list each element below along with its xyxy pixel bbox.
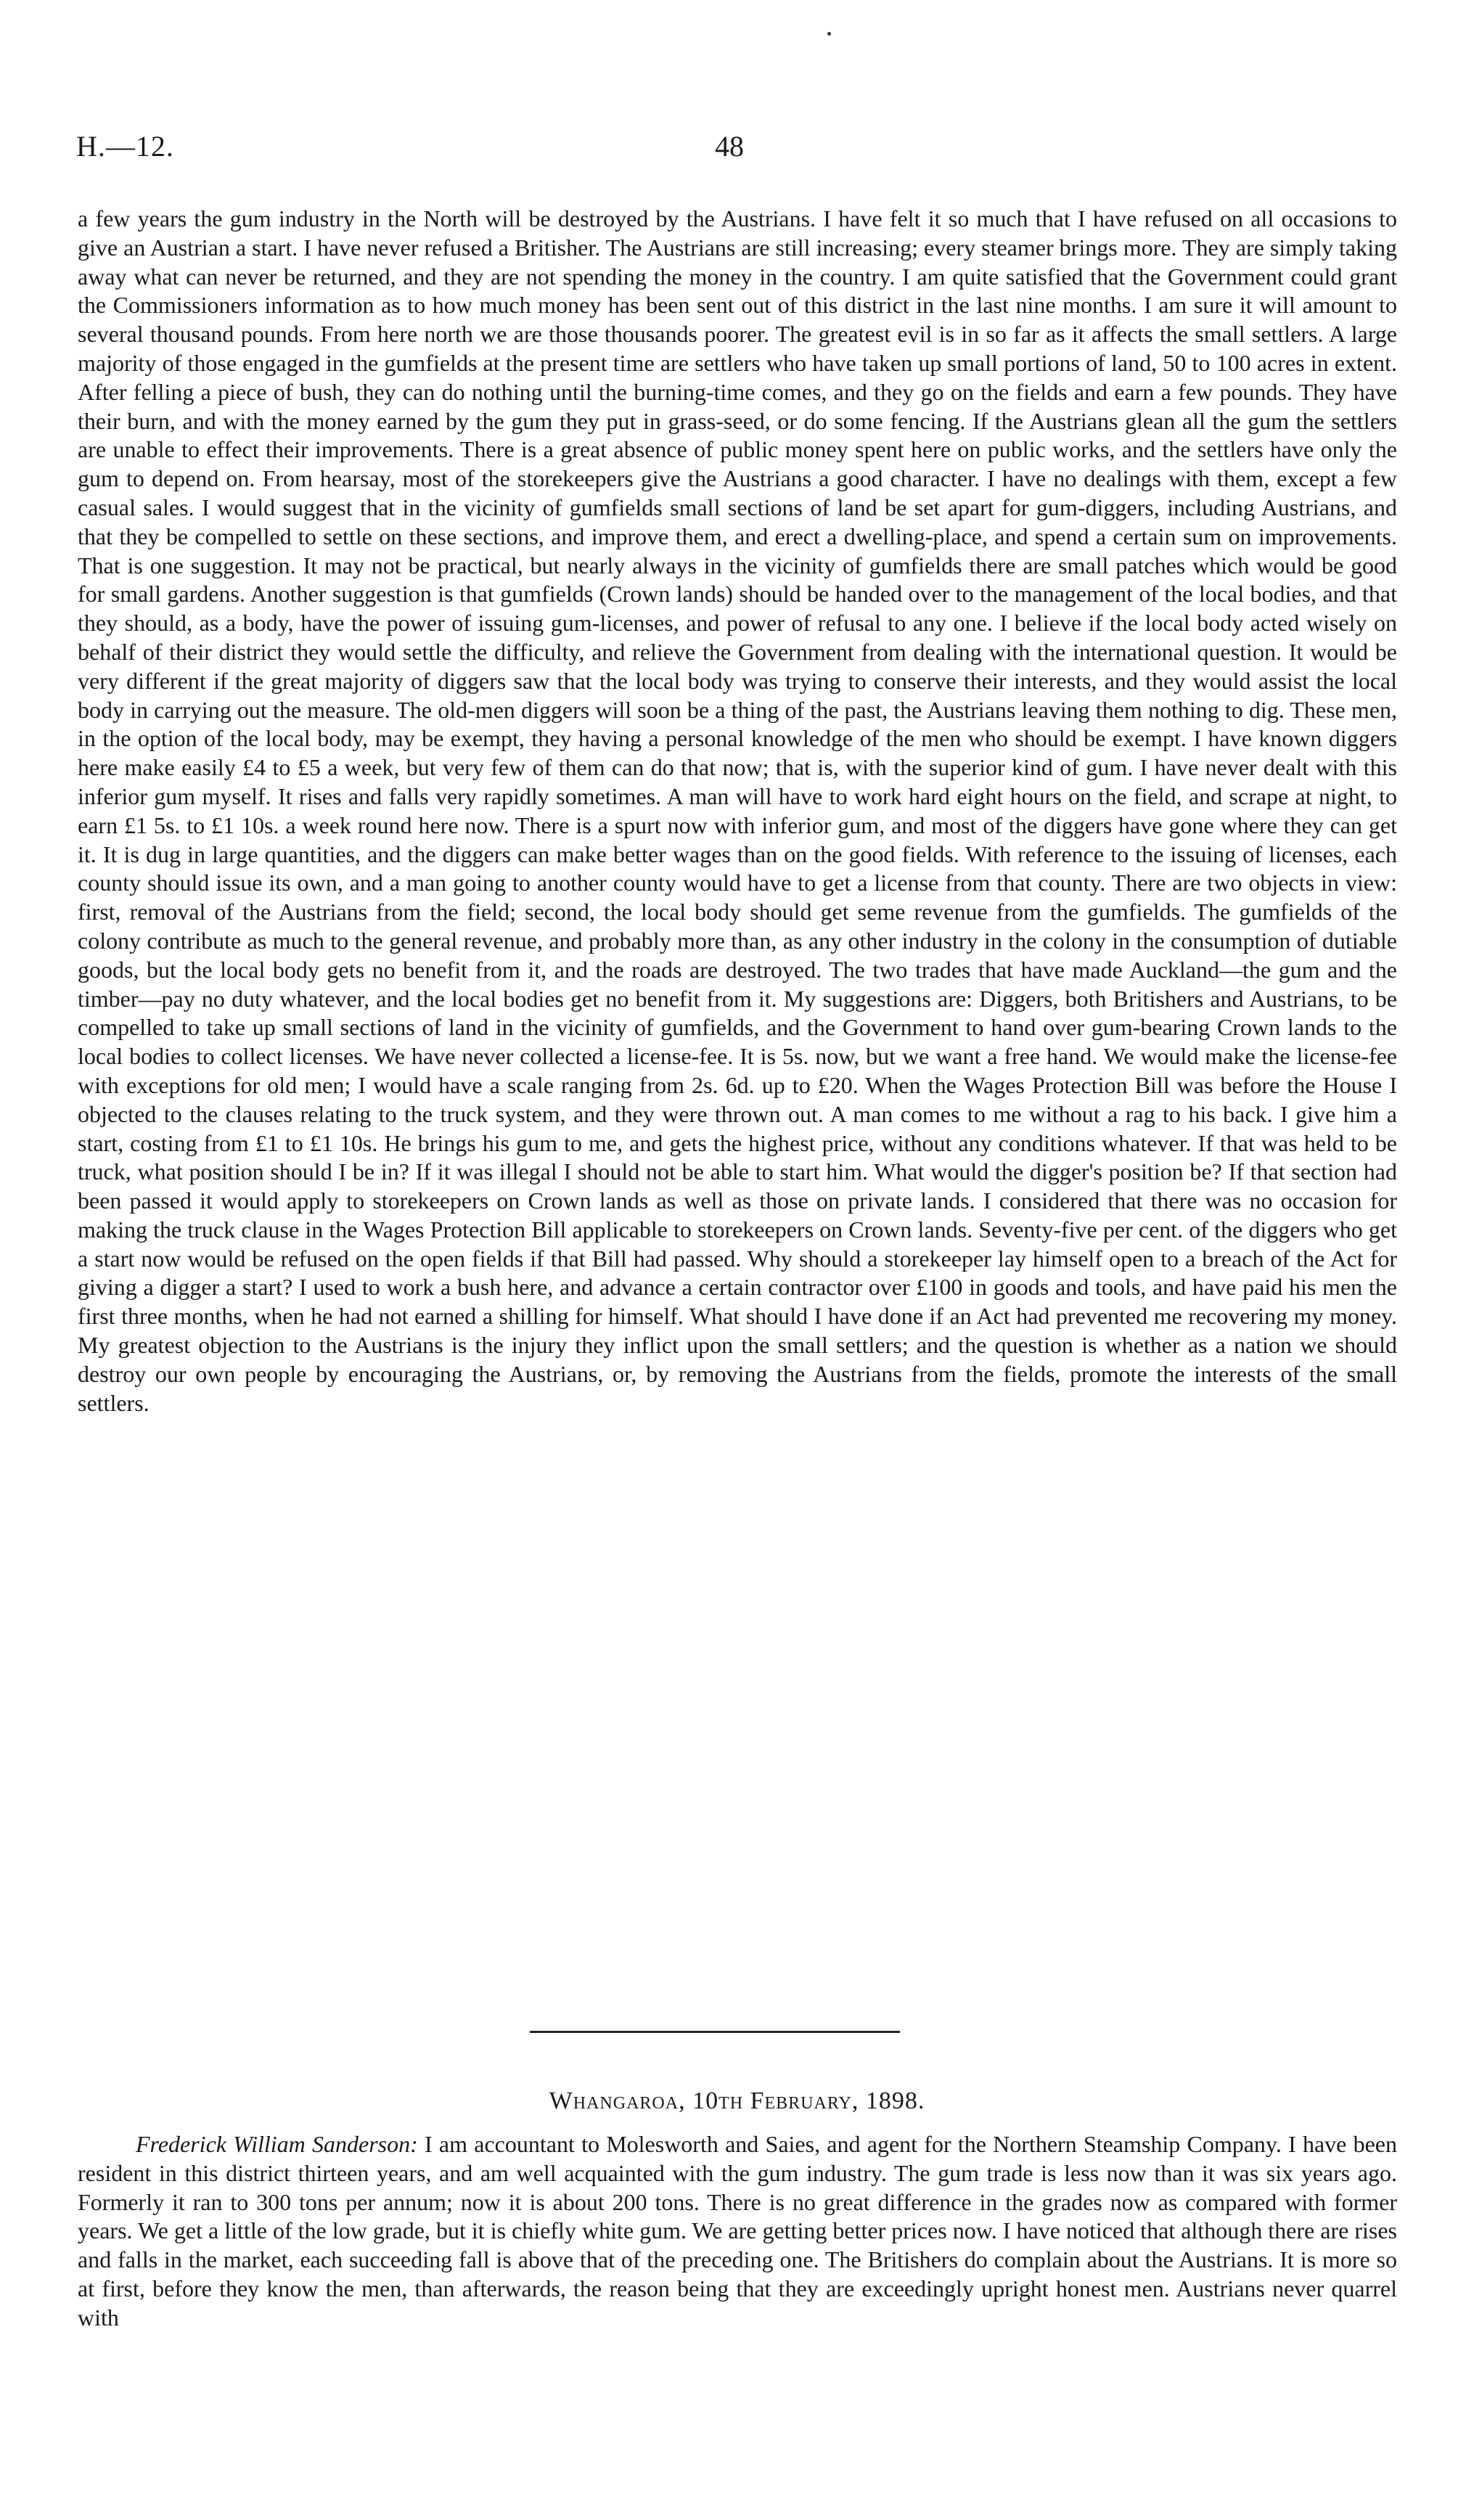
scan-mark bbox=[827, 32, 831, 36]
witness-statement: I am accountant to Molesworth and Saies, and agent for the Northern Steamship Company. I have been resident in this district thirteen years, and am well acquainted with the gum industry. The gum trade is less now than it was six years ago. Formerly it ran to 300 tons per annum; now it is about 200 tons. There is no great difference in the grades now as compared with former years. We get a little of the low grade, but it is chiefly white gum. We are getting better prices now. I have noticed that although there are rises and falls in the market, each succeeding fall is above that of the preceding one. The Britishers do complain about the Austrians. It is more so at first, before they know the men, than afterwards, the reason being that they are exceedingly upright honest men. Austrians never quarrel with bbox=[78, 2131, 1398, 2331]
witness-paragraph bbox=[78, 2130, 1397, 2333]
section-heading: Whangaroa, 10th February, 1898. bbox=[549, 2087, 925, 2114]
testimony-paragraph: a few years the gum industry in the North will be destroyed by the Austrians. I have felt it so much that I have refused on all occasions to give an Austrian a start. I have never refused a Britisher. The Austrians are still increasing; every steamer brings more. They are simply taking away what can never be returned, and they are not spending the money in the country. I am quite satisfied that the Government could grant the Commissioners information as to how much money has been sent out of this district in the last nine months. I am sure it will amount to several thousand pounds. From here north we are those thousands poorer. The greatest evil is in so far as it affects the small settlers. A large majority of those engaged in the gumfields at the present time are settlers who have taken up small portions of land, 50 to 100 acres in extent. After felling a piece of bush, they can do nothing until the burning-time comes, and they go on the fields and earn a few pounds. They have their burn, and with the money earned by the gum they put in grass-seed, or do some fencing. If the Austrians glean all the gum the settlers are unable to effect their improvements. There is a great absence of public money spent here on public works, and the settlers have only the gum to depend on. From hearsay, most of the storekeepers give the Austrians a good character. I have no dealings with them, except a few casual sales. I would suggest that in the vicinity of gumfields small sections of land be set apart for gum-diggers, including Austrians, and that they be compelled to settle on these sections, and improve them, and erect a dwelling-place, and spend a certain sum on improvements. That is one suggestion. It may not be practical, but nearly always in the vicinity of gumfields there are small patches which would be good for small gardens. Another suggestion is that gumfields (Crown lands) should be handed over to the management of the local bodies, and that they should, as a body, have the power of issuing gum-licenses, and power of refusal to any one. I believe if the local body acted wisely on behalf of their district they would settle the difficulty, and relieve the Government from dealing with the international question. It would be very different if the great majority of diggers saw that the local body was trying to conserve their interests, and they would assist the local body in carrying out the measure. The old-men diggers will soon be a thing of the past, the Austrians leaving them nothing to dig. These men, in the option of the local body, may be exempt, they having a personal knowledge of the men who should be exempt. I have known diggers here make easily £4 to £5 a week, but very few of them can do that now; that is, with the superior kind of gum. I have never dealt with this inferior gum myself. It rises and falls very rapidly sometimes. A man will have to work hard eight hours on the field, and scrape at night, to earn £1 5s. to £1 10s. a week round here now. There is a spurt now with inferior gum, and most of the diggers have gone where they can get it. It is dug in large quantities, and the diggers can make better wages than on the good fields. With reference to the issuing of licenses, each county should issue its own, and a man going to another county would have to get a license from that county. There are two objects in view: first, removal of the Austrians from the field; second, the local body should get seme revenue from the gumfields. The gumfields of the colony contribute as much to the general revenue, and probably more than, as any other industry in the colony in the consumption of dutiable goods, but the local body gets no benefit from it, and the roads are destroyed. The two trades that have made Auckland—the gum and the timber—pay no duty whatever, and the local bodies get no benefit from it. My suggestions are: Diggers, both Britishers and Austrians, to be compelled to take up small sections of land in the vicinity of gumfields, and the Government to hand over gum-bearing Crown lands to the local bodies to collect licenses. We have never collected a license-fee. It is 5s. now, but we want a free hand. We would make the license-fee with exceptions for old men; I would have a scale ranging from 2s. 6d. up to £20. When the Wages Protection Bill was before the House I objected to the clauses relating to the truck system, and they were thrown out. A man comes to me without a rag to his back. I give him a start, costing from £1 to £1 10s. He brings his gum to me, and gets the highest price, without any conditions whatever. If that was held to be truck, what position should I be in? If it was illegal I should not be able to start him. What would the digger's position be? If that section had been passed it would apply to storekeepers on Crown lands as well as those on private lands. I considered that there was no occasion for making the truck clause in the Wages Protection Bill applicable to storekeepers on Crown lands. Seventy-five per cent. of the diggers who get a start now would be refused on the open fields if that Bill had passed. Why should a storekeeper lay himself open to a breach of the Act for giving a digger a start? I used to work a bush here, and advance a certain contractor over £100 in goods and tools, and have paid his men the first three months, when he had not earned a shilling for himself. What should I have done if an Act had prevented me recovering my money. My greatest objection to the Austrians is the injury they inflict upon the small settlers; and the question is whether as a nation we should destroy our own people by encouraging the Austrians, or, by removing the Austrians from the fields, promote the interests of the small settlers. bbox=[78, 205, 1397, 1416]
page-number: 48 bbox=[715, 130, 744, 163]
section-divider bbox=[530, 2031, 900, 2033]
witness-name: Frederick William Sanderson: bbox=[136, 2131, 418, 2157]
document-reference: H.—12. bbox=[76, 130, 174, 163]
